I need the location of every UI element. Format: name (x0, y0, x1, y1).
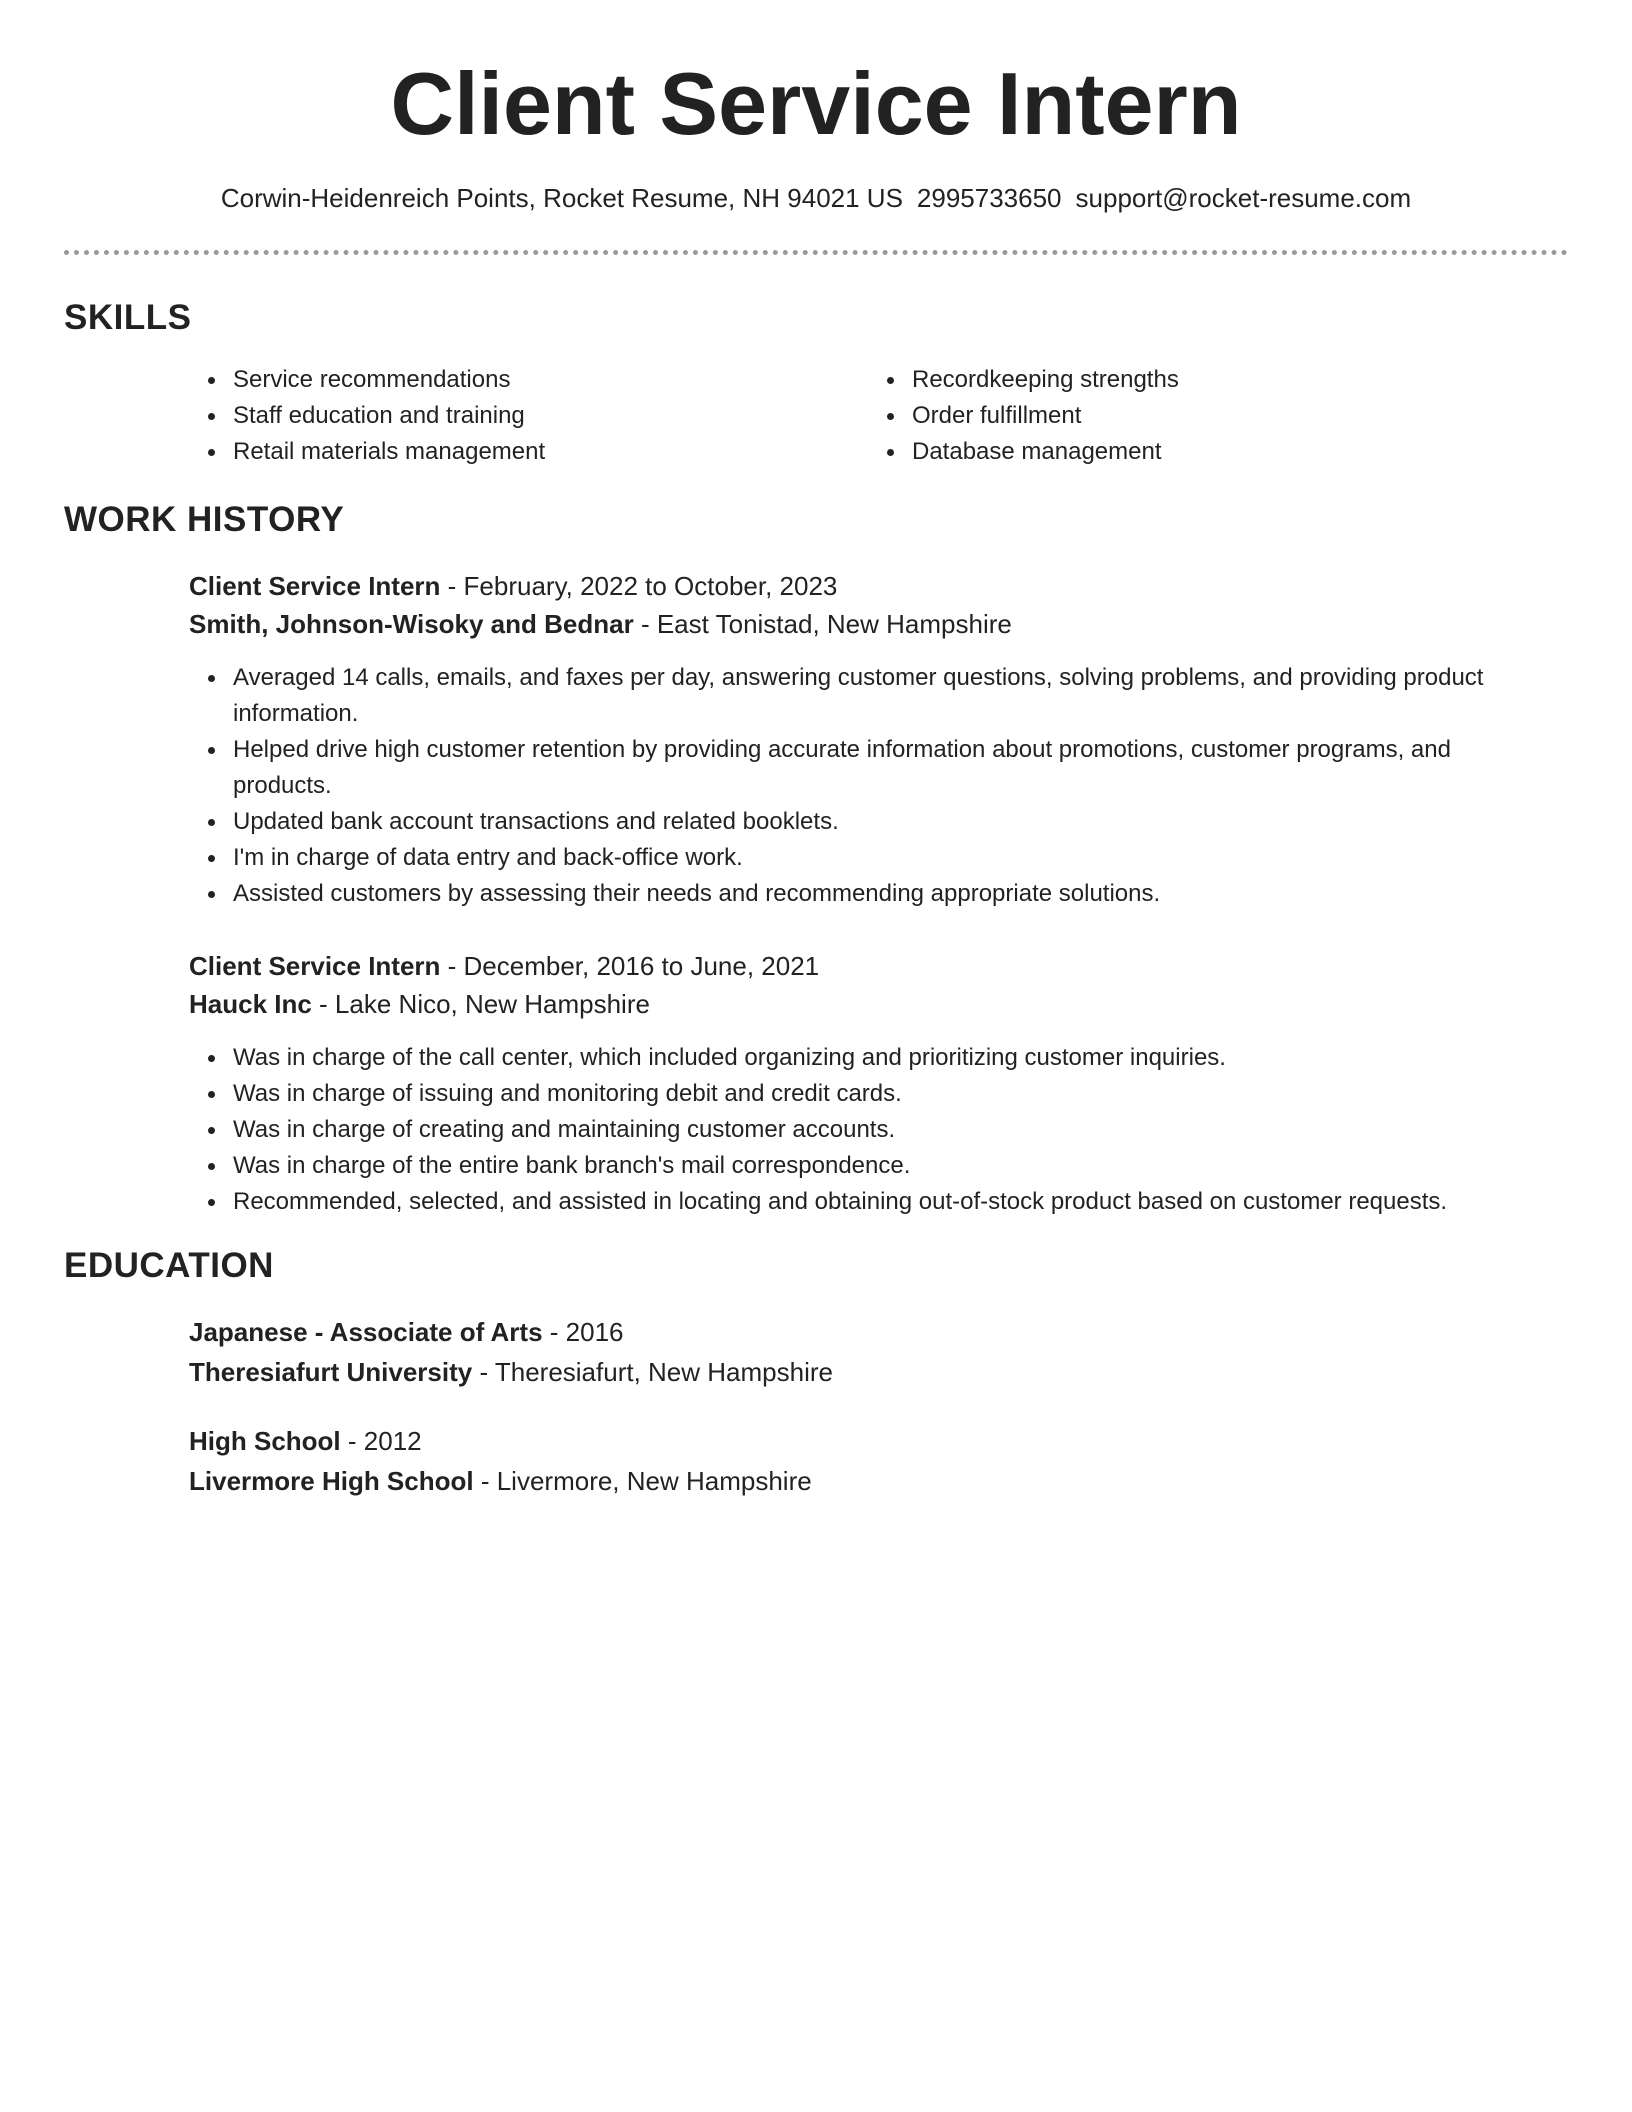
skills-list-right (912, 362, 1512, 470)
job-role: Client Service Intern (189, 571, 441, 601)
degree-year: - 2016 (542, 1317, 624, 1347)
list-item: Assisted customers by assessing their needs and recommending appropriate solutions. (233, 876, 1543, 912)
education-heading: EDUCATION (64, 1246, 274, 1285)
list-item: Updated bank account transactions and related booklets. (233, 804, 1543, 840)
skill-item: Recordkeeping strengths (912, 362, 1512, 398)
address: Corwin-Heidenreich Points, Rocket Resume, NH 94021 US (220, 183, 903, 213)
candidate-name: Client Service Intern (390, 54, 1242, 153)
degree-line (189, 1313, 624, 1351)
email: support@rocket-resume.com (1075, 183, 1412, 213)
degree: Japanese - Associate of Arts (189, 1317, 543, 1347)
skills-heading: SKILLS (64, 298, 192, 337)
job-role: Client Service Intern (189, 951, 441, 981)
school: Livermore High School (189, 1466, 474, 1496)
job-dates: - December, 2016 to June, 2021 (440, 951, 820, 981)
skills-list-left (233, 362, 793, 470)
job-location: - East Tonistad, New Hampshire (633, 609, 1012, 639)
job-company-line (189, 985, 650, 1023)
phone: 2995733650 (916, 183, 1062, 213)
skill-item: Order fulfillment (912, 398, 1512, 434)
job-company: Hauck Inc (189, 989, 312, 1019)
job-dates: - February, 2022 to October, 2023 (440, 571, 838, 601)
school: Theresiafurt University (189, 1357, 473, 1387)
skill-item: Database management (912, 434, 1512, 470)
school-location: - Theresiafurt, New Hampshire (472, 1357, 833, 1387)
degree-line (189, 1422, 422, 1460)
job-title-line (189, 947, 819, 985)
list-item: Was in charge of issuing and monitoring debit and credit cards. (233, 1076, 1543, 1112)
school-line (189, 1353, 833, 1391)
skill-item: Service recommendations (233, 362, 793, 398)
list-item: Was in charge of creating and maintaining customer accounts. (233, 1112, 1543, 1148)
header-divider (64, 250, 1568, 255)
list-item: Recommended, selected, and assisted in locating and obtaining out-of-stock product based on customer requests. (233, 1184, 1543, 1220)
degree-year: - 2012 (340, 1426, 422, 1456)
list-item: Averaged 14 calls, emails, and faxes per day, answering customer questions, solving problems, and providing product information. (233, 660, 1543, 732)
job-bullets (233, 1040, 1543, 1220)
job-company: Smith, Johnson-Wisoky and Bednar (189, 609, 634, 639)
school-location: - Livermore, New Hampshire (473, 1466, 812, 1496)
school-line (189, 1462, 812, 1500)
list-item: Was in charge of the entire bank branch's mail correspondence. (233, 1148, 1543, 1184)
list-item: I'm in charge of data entry and back-office work. (233, 840, 1543, 876)
job-location: - Lake Nico, New Hampshire (311, 989, 650, 1019)
skill-item: Staff education and training (233, 398, 793, 434)
job-title-line (189, 567, 837, 605)
list-item: Was in charge of the call center, which included organizing and prioritizing customer inquiries. (233, 1040, 1543, 1076)
work-history-heading: WORK HISTORY (64, 500, 345, 539)
degree: High School (189, 1426, 341, 1456)
contact-line (0, 180, 1632, 216)
job-bullets (233, 660, 1543, 912)
list-item: Helped drive high customer retention by providing accurate information about promotions, customer programs, and products. (233, 732, 1543, 804)
skill-item: Retail materials management (233, 434, 793, 470)
job-company-line (189, 605, 1012, 643)
